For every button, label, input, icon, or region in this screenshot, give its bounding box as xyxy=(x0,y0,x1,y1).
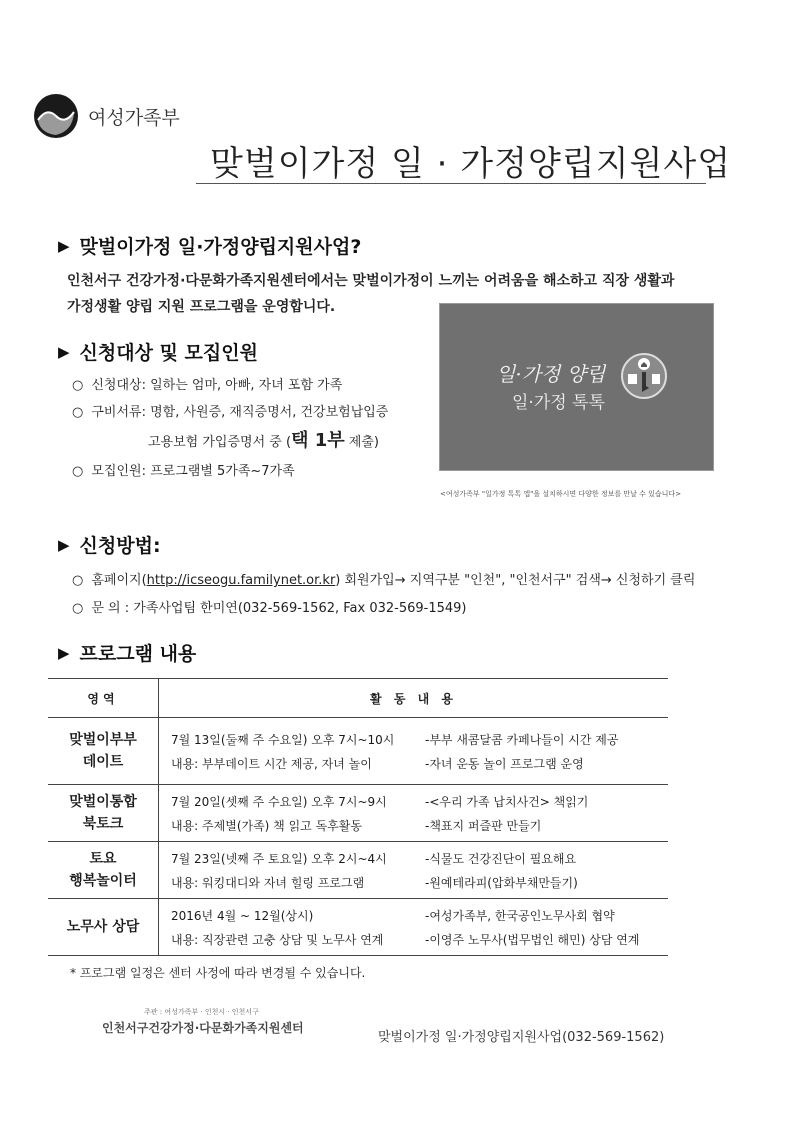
app-promo-image xyxy=(439,303,714,471)
table-row xyxy=(48,718,668,785)
eligibility-heading: ▶ 신청대상 및 모집인원 xyxy=(58,342,258,364)
family-home-icon xyxy=(620,352,668,400)
apply-heading: ▶ 신청방법: xyxy=(58,535,161,557)
apply-homepage: ○ 홈페이지(http://icseogu.familynet.or.kr) 회원가입→ 지역구분 "인천", "인천서구" 검색→ 신청하기 클릭 xyxy=(72,573,696,588)
title-underline xyxy=(196,183,706,184)
triangle-bullet-icon: ▶ xyxy=(58,237,70,255)
circle-bullet-icon: ○ xyxy=(72,464,84,479)
program-table xyxy=(48,678,668,956)
intro-line-2: 가정생활 양립 지원 프로그램을 운영합니다. xyxy=(67,299,336,315)
promo-caption: <여성가족부 "일가정 톡톡 앱"을 설치하시면 다양한 정보를 만날 수 있습니다> xyxy=(440,490,682,498)
page-title: 맞벌이가정 일 · 가정양립지원사업 xyxy=(210,144,732,184)
circle-bullet-icon: ○ xyxy=(72,573,84,588)
homepage-link[interactable]: http://icseogu.familynet.or.kr xyxy=(146,573,336,588)
detail-cell: 2016년 4월 ~ 12월(상시) -여성가족부, 한국공인노무사회 협약 내용: 직장관련 고충 상담 및 노무사 연계 -이영주 노무사(법무법인 해민) 상담 연계 xyxy=(159,899,669,956)
area-cell: 맞벌이부부 데이트 xyxy=(48,718,159,785)
footer-program-contact: 맞벌이가정 일·가정양립지원사업(032-569-1562) xyxy=(378,1030,665,1045)
table-header-row xyxy=(48,679,668,718)
area-cell: 토요 행복놀이터 xyxy=(48,842,159,899)
ministry-name: 여성가족부 xyxy=(88,107,180,129)
apply-contact: ○ 문 의 : 가족사업팀 한미연(032-569-1562, Fax 032-569-1549) xyxy=(72,601,467,616)
promo-subtitle: 일·가정 톡톡 xyxy=(512,393,605,413)
footer-center-name: 인천서구건강가정·다문화가족지원센터 xyxy=(102,1021,304,1035)
col-area-header: 영역 xyxy=(48,679,159,718)
eligibility-recruit: ○ 모집인원: 프로그램별 5가족~7가족 xyxy=(72,464,295,479)
footer-sponsor: 주관 : 여성가족부 · 인천시 · 인천서구 xyxy=(144,1008,259,1016)
eligibility-documents-cont: 고용보험 가입증명서 중 (택 1부 제출) xyxy=(148,430,379,451)
one-copy-emphasis: 택 1부 xyxy=(291,430,345,451)
col-activity-header: 활 동 내 용 xyxy=(159,679,669,718)
table-row xyxy=(48,899,668,956)
table-row xyxy=(48,785,668,842)
program-heading: ▶ 프로그램 내용 xyxy=(58,643,197,665)
detail-cell: 7월 20일(셋째 주 수요일) 오후 7시~9시 -<우리 가족 납치사건> 책읽기 내용: 주제별(가족) 책 읽고 독후활동 -책표지 퍼즐판 만들기 xyxy=(159,785,669,842)
intro-heading: ▶ 맞벌이가정 일·가정양립지원사업? xyxy=(58,236,362,258)
detail-cell: 7월 13일(둘째 주 수요일) 오후 7시~10시 -부부 새콤달콤 카페나들이 시간 제공 내용: 부부데이트 시간 제공, 자녀 놀이 -자녀 운동 놀이 프로그램 운영 xyxy=(159,718,669,785)
area-cell: 노무사 상담 xyxy=(48,899,159,956)
detail-cell: 7월 23일(넷째 주 토요일) 오후 2시~4시 -식물도 건강진단이 필요해요 내용: 워킹대디와 자녀 힐링 프로그램 -원예테라피(압화부채만들기) xyxy=(159,842,669,899)
circle-bullet-icon: ○ xyxy=(72,378,84,393)
promo-title: 일·가정 양립 xyxy=(496,362,606,386)
eligibility-target: ○ 신청대상: 일하는 엄마, 아빠, 자녀 포함 가족 xyxy=(72,378,343,393)
table-row xyxy=(48,842,668,899)
area-cell: 맞벌이통합 북토크 xyxy=(48,785,159,842)
intro-line-1: 인천서구 건강가정·다문화가족지원센터에서는 맞벌이가정이 느끼는 어려움을 해소하고 직장 생활과 xyxy=(67,273,675,289)
circle-bullet-icon: ○ xyxy=(72,405,84,420)
eligibility-documents: ○ 구비서류: 명함, 사원증, 재직증명서, 건강보험납입증 xyxy=(72,405,389,420)
schedule-footnote: * 프로그램 일정은 센터 사정에 따라 변경될 수 있습니다. xyxy=(70,966,366,980)
circle-bullet-icon: ○ xyxy=(72,601,84,616)
triangle-bullet-icon: ▶ xyxy=(58,644,70,662)
triangle-bullet-icon: ▶ xyxy=(58,536,70,554)
ministry-logo-icon xyxy=(33,93,79,139)
triangle-bullet-icon: ▶ xyxy=(58,343,70,361)
